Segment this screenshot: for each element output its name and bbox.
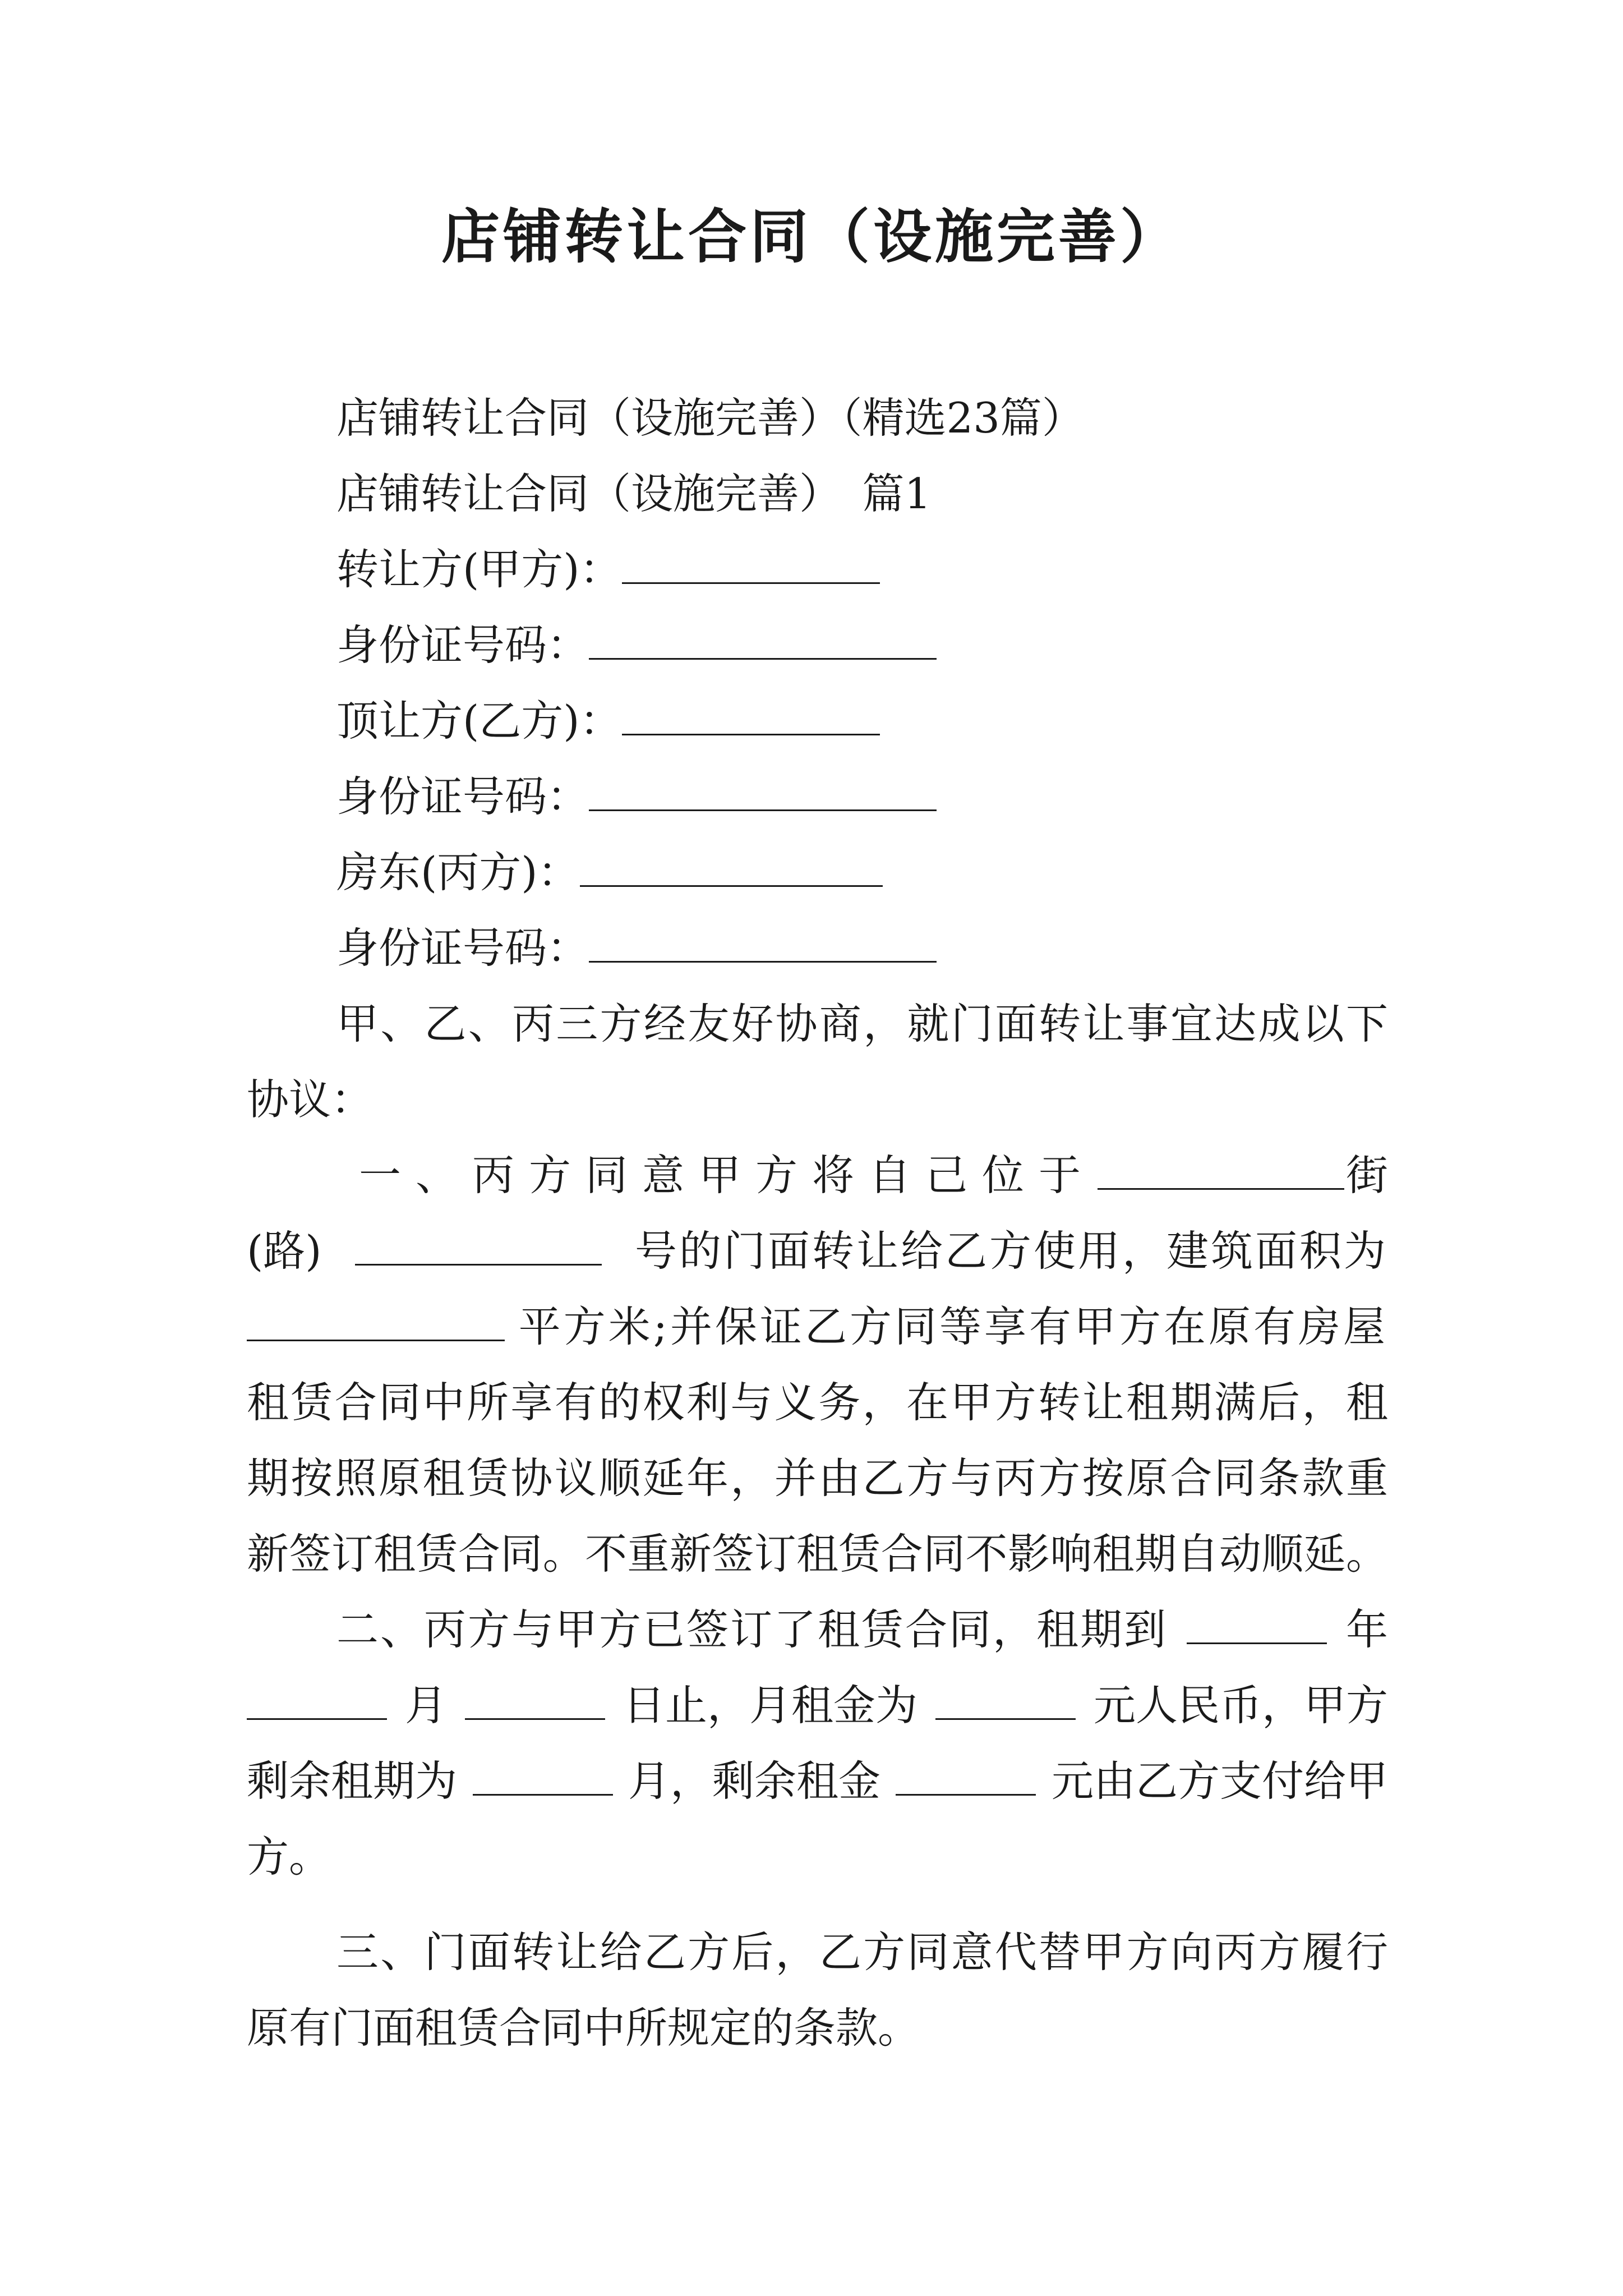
landlord-id-blank[interactable] (589, 922, 937, 963)
field-landlord (336, 844, 883, 900)
clause1-text-b: 街 (1345, 1151, 1388, 1200)
clause1-line-2 (247, 1223, 1388, 1279)
clause2-text-e: 元人民币，甲方 (1093, 1681, 1388, 1730)
clause1-text-c: 号的门面转让给乙方使用，建筑面积为 (634, 1226, 1388, 1276)
transferor-id-blank[interactable] (589, 619, 937, 660)
clause3-line-1: 三、门面转让给乙方后，乙方同意代替甲方向丙方履行 (336, 1927, 1388, 1977)
field-transferor (336, 541, 880, 597)
clause2-text-f: 剩余租期为 (247, 1756, 458, 1806)
intro-line-2: 协议： (247, 1075, 374, 1124)
intro-line-1: 甲、乙、丙三方经友好协商，就门面转让事宜达成以下 (336, 999, 1388, 1048)
field-transferee-id-label: 身份证号码： (336, 772, 589, 821)
clause2-day-blank[interactable] (465, 1679, 605, 1720)
clause2-remaining-term-blank[interactable] (473, 1755, 613, 1796)
clause2-text-d: 日止，月租金为 (623, 1681, 917, 1730)
field-landlord-label: 房东(丙方)： (336, 848, 580, 897)
clause1-line-5: 期按照原租赁协议顺延年，并由乙方与丙方按原合同条款重 (247, 1453, 1388, 1503)
landlord-blank[interactable] (580, 846, 883, 887)
clause1-area-blank[interactable] (247, 1300, 505, 1341)
field-landlord-id-label: 身份证号码： (336, 923, 589, 973)
clause2-year-blank[interactable] (1187, 1603, 1327, 1644)
clause2-text-b: 年 (1345, 1605, 1388, 1654)
clause1-line-4: 租赁合同中所享有的权利与义务，在甲方转让租期满后，租 (247, 1378, 1388, 1427)
field-transferee-id (336, 769, 937, 825)
field-transferee (336, 693, 880, 749)
clause3-line-2: 原有门面租赁合同中所规定的条款。 (247, 2003, 920, 2053)
clause2-month-blank[interactable] (247, 1679, 387, 1720)
transferee-id-blank[interactable] (589, 770, 937, 811)
field-landlord-id (336, 920, 937, 976)
clause2-remaining-rent-blank[interactable] (896, 1755, 1036, 1796)
clause1-line-1 (359, 1147, 1388, 1203)
clause2-text-g: 月，剩余租金 (628, 1756, 880, 1806)
field-transferee-label: 顶让方(乙方)： (336, 696, 622, 746)
clause2-text-h: 元由乙方支付给甲 (1051, 1756, 1388, 1806)
clause2-line-4: 方。 (247, 1832, 331, 1881)
clause1-line-3 (247, 1299, 1388, 1355)
clause2-line-3 (247, 1753, 1388, 1809)
clause2-line-1 (336, 1602, 1388, 1658)
clause2-text-a: 二、丙方与甲方已签订了租赁合同，租期到 (336, 1605, 1168, 1654)
field-transferor-label: 转让方(甲方)： (336, 545, 622, 594)
clause2-rent-blank[interactable] (935, 1679, 1076, 1720)
clause1-number-blank[interactable] (355, 1225, 602, 1266)
transferee-blank[interactable] (622, 694, 880, 735)
field-transferor-id-label: 身份证号码： (336, 620, 589, 670)
clause2-text-c: 月 (404, 1681, 447, 1730)
clause1-road-label: (路) (247, 1226, 322, 1276)
clause1-line-6: 新签订租赁合同。不重新签订租赁合同不影响租期自动顺延。 (247, 1529, 1388, 1579)
document-title: 店铺转让合同（设施完善） (441, 202, 1182, 271)
transferor-blank[interactable] (622, 543, 880, 584)
field-transferor-id (336, 617, 937, 673)
subtitle: 店铺转让合同（设施完善）（精选23篇） (336, 393, 1084, 443)
clause1-street-blank[interactable] (1098, 1149, 1344, 1190)
section-heading: 店铺转让合同（设施完善） 篇1 (336, 469, 932, 518)
clause1-text-a: 一、丙方同意甲方将自己位于 (359, 1151, 1096, 1200)
clause1-text-d: 平方米;并保证乙方同等享有甲方在原有房屋 (518, 1302, 1388, 1351)
clause2-line-2 (247, 1677, 1388, 1733)
